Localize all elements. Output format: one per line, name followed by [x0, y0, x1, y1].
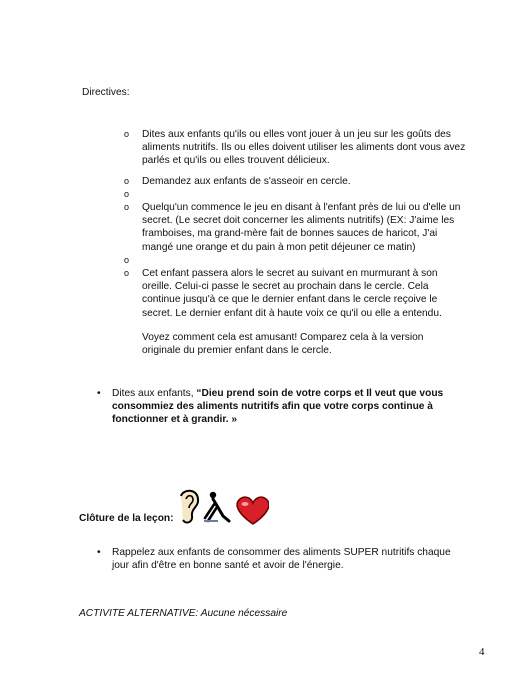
step-text: Demandez aux enfants de s'asseoir en cercle.	[142, 175, 351, 187]
bullet-marker: •	[97, 388, 101, 399]
heart-icon	[237, 497, 269, 524]
list-marker: o	[124, 254, 130, 265]
list-marker: o	[124, 268, 130, 279]
directives-heading: Directives:	[82, 87, 130, 98]
list-item	[124, 128, 469, 168]
list-item	[124, 175, 469, 188]
ear-icon	[181, 491, 198, 523]
step-text: Quelqu'un commence le jeu en disant à l'enfant près de lui ou d'elle un secret. (Le secret doit concerner les aliments nutritifs) (EX: J'aime les framboises, ma grand-mère fait de bonnes sauces de haricot, J'ai mangé une orange et du pain à mon petit déjeuner ce matin)	[142, 202, 461, 253]
closing-icons	[177, 488, 269, 528]
lesson-closing-label: Clôture de la leçon:	[79, 513, 174, 524]
list-item	[124, 267, 469, 320]
page-number: 4	[479, 646, 485, 658]
list-marker: o	[124, 188, 130, 199]
bullet-marker: •	[97, 547, 101, 558]
list-item	[124, 201, 469, 254]
directive-steps-list	[124, 128, 469, 320]
closing-bullet	[97, 546, 452, 572]
bullet-intro: Dites aux enfants,	[112, 388, 197, 399]
comparison-note: Voyez comment cela est amusant! Comparez cela à la version originale du premier enfant dans le cercle.	[142, 332, 424, 357]
step-text: Cet enfant passera alors le secret au suivant en murmurant à son oreille. Celui-ci passe le secret au prochain dans le cercle. Cela continue jusqu'à ce que le dernier enfant dans le cercle reçoive le secret. Le dernier enfant dit à haute voix ce qu'il ou elle a entendu.	[142, 268, 442, 319]
list-item	[124, 188, 469, 201]
closing-bullet-text: Rappelez aux enfants de consommer des aliments SUPER nutritifs chaque jour afin d'être en bonne santé et avoir de l'énergie.	[112, 547, 451, 572]
closing-icons-graphic	[177, 488, 269, 528]
list-marker: o	[124, 202, 130, 213]
step-text: Dites aux enfants qu'ils ou elles vont jouer à un jeu sur les goûts des aliments nutritifs. Ils ou elles doivent utiliser les aliments dont vous avez parlés et qu'ils ou elles trouvent délicieux.	[142, 129, 466, 167]
scripture-bullet	[97, 387, 452, 427]
list-item	[124, 254, 469, 267]
list-spacer	[124, 168, 469, 175]
list-marker: o	[124, 129, 130, 139]
list-marker: o	[124, 175, 130, 186]
stretching-person-icon	[204, 492, 229, 521]
alternative-activity: ACTIVITE ALTERNATIVE: Aucune nécessaire	[79, 608, 288, 619]
bullet-quote: “Dieu prend soin de votre corps et Il veut que vous consommiez des aliments nutritifs afin que votre corps continue à fonctionner et à grandir. »	[112, 388, 444, 426]
